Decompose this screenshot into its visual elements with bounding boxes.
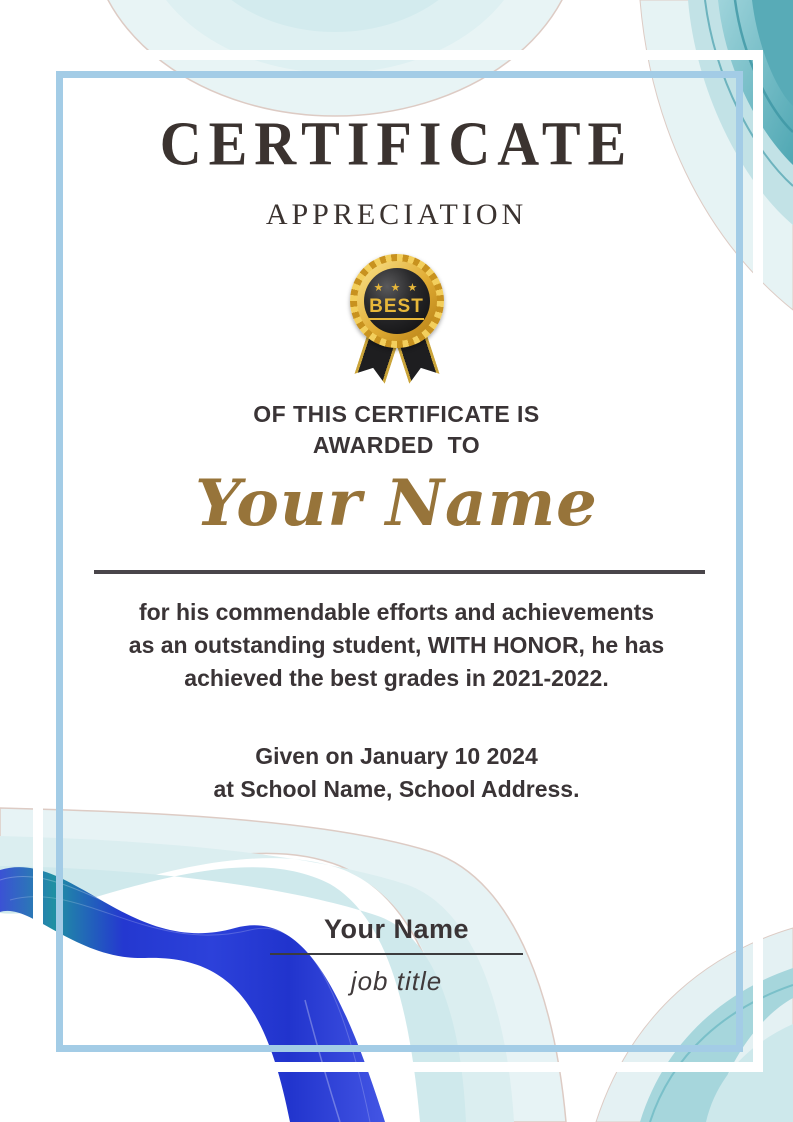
medal-center	[364, 268, 430, 334]
badge-stars-icon: ★ ★ ★	[373, 282, 420, 294]
signatory-name: Your Name	[323, 914, 470, 944]
certificate-title: CERTIFICATE	[159, 108, 634, 179]
signature-line	[270, 953, 523, 955]
issue-place: at School Name, School Address.	[213, 776, 580, 802]
issue-date: Given on January 10 2024	[255, 743, 538, 769]
award-statement-line2: AWARDED TO	[312, 432, 481, 458]
medal-ring	[357, 261, 437, 341]
citation-text	[0, 596, 793, 695]
award-badge	[337, 252, 457, 377]
signatory-job-title: job title	[350, 966, 443, 996]
citation-line2: as an outstanding student, WITH HONOR, he has	[128, 632, 665, 658]
rosette-medal-icon	[350, 254, 444, 348]
name-underline	[94, 570, 705, 574]
award-statement	[0, 399, 793, 461]
award-statement-line1: OF THIS CERTIFICATE IS	[253, 401, 540, 427]
citation-line1: for his commendable efforts and achievements	[138, 599, 655, 625]
issue-details	[0, 740, 793, 806]
badge-label: BEST	[369, 296, 424, 320]
citation-line3: achieved the best grades in 2021-2022.	[184, 665, 609, 691]
certificate-subtitle: APPRECIATION	[265, 198, 528, 231]
recipient-name: Your Name	[195, 466, 598, 541]
